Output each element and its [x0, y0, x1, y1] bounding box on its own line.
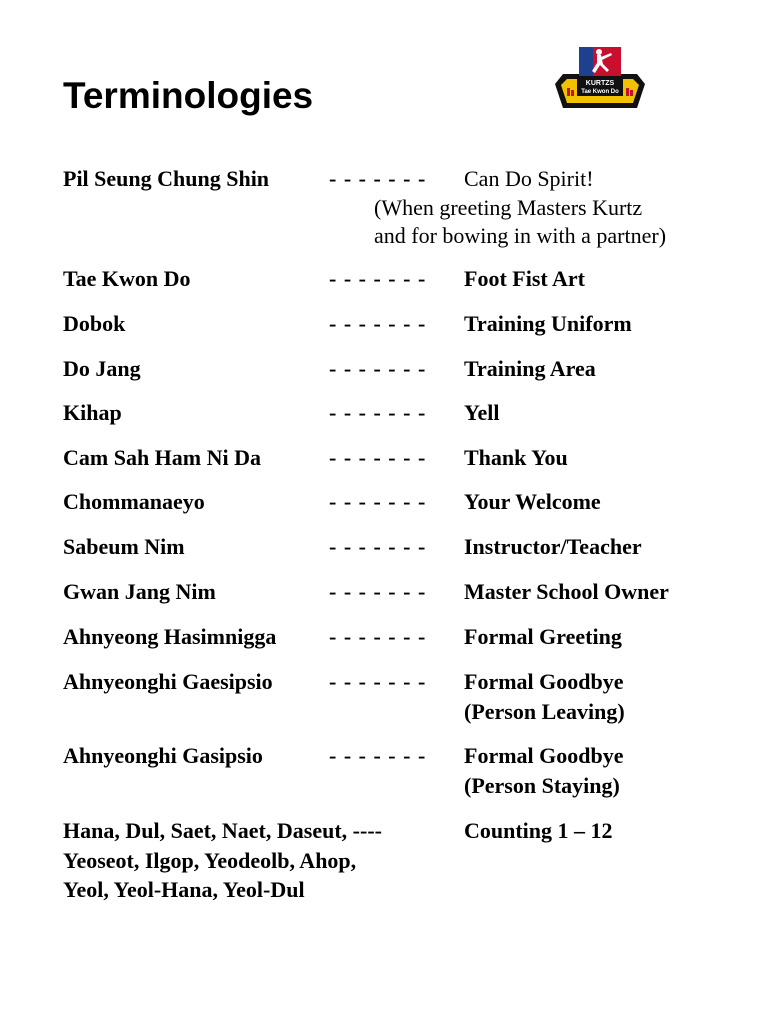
term-text: Ahnyeong Hasimnigga [63, 624, 277, 649]
logo-line1: KURTZS [585, 80, 615, 87]
meaning-text: Can Do Spirit! [464, 166, 594, 191]
term-text: Do Jang [63, 356, 141, 381]
logo-line2: Tae Kwon Do [581, 89, 619, 95]
meaning-text: Formal Goodbye [464, 669, 624, 694]
meaning-text: Training Uniform [464, 311, 632, 336]
meaning-text: Instructor/Teacher [464, 534, 642, 559]
term-text: Ahnyeonghi Gaesipsio [63, 669, 273, 694]
dash-separator: - - - - - - - [329, 445, 427, 470]
dash-separator: - - - - - - - [329, 311, 427, 336]
dash-separator: - - - - - - - [329, 400, 427, 425]
meaning-text: Master School Owner [464, 579, 669, 604]
page-title: Terminologies [63, 75, 314, 116]
meaning-text: Yell [464, 400, 500, 425]
dash-separator: - - - - - - - [329, 579, 427, 604]
term-text: Gwan Jang Nim [63, 579, 216, 604]
meaning-text: Your Welcome [464, 489, 601, 514]
term-text: Ahnyeonghi Gasipsio [63, 743, 263, 768]
dash-separator: - - - - - - - [329, 624, 427, 649]
term-text: Sabeum Nim [63, 534, 185, 559]
dash-separator: - - - - - - - [329, 743, 427, 768]
meaning-text: Thank You [464, 445, 568, 470]
dash-separator: - - - - - - - [329, 356, 427, 381]
term-text: Kihap [63, 400, 122, 425]
term-text: Tae Kwon Do [63, 266, 191, 291]
term-text: Yeoseot, Ilgop, Yeodeolb, Ahop, [63, 848, 357, 873]
meaning-subtext: (Person Leaving) [464, 699, 625, 724]
term-text: Hana, Dul, Saet, Naet, Daseut, ---- [63, 818, 382, 843]
term-text: Dobok [63, 311, 126, 336]
term-text: Cam Sah Ham Ni Da [63, 445, 262, 470]
dash-separator: - - - - - - - [329, 266, 427, 291]
dash-separator: - - - - - - - [329, 534, 427, 559]
meaning-text: Formal Greeting [464, 624, 622, 649]
meaning-text: Formal Goodbye [464, 743, 624, 768]
term-text: Pil Seung Chung Shin [63, 166, 270, 191]
meaning-text: Counting 1 – 12 [464, 818, 613, 843]
term-text: Chommanaeyo [63, 489, 205, 514]
meaning-text: Training Area [464, 356, 596, 381]
meaning-text: Foot Fist Art [464, 266, 585, 291]
kurtzs-tae-kwon-do-logo [553, 44, 647, 112]
dash-separator: - - - - - - - [329, 166, 427, 191]
note-text: (When greeting Masters Kurtz [374, 195, 643, 220]
dash-separator: - - - - - - - [329, 669, 427, 694]
term-text: Yeol, Yeol-Hana, Yeol-Dul [63, 877, 305, 902]
note-text: and for bowing in with a partner) [374, 223, 667, 248]
dash-separator: - - - - - - - [329, 489, 427, 514]
meaning-subtext: (Person Staying) [464, 773, 620, 798]
